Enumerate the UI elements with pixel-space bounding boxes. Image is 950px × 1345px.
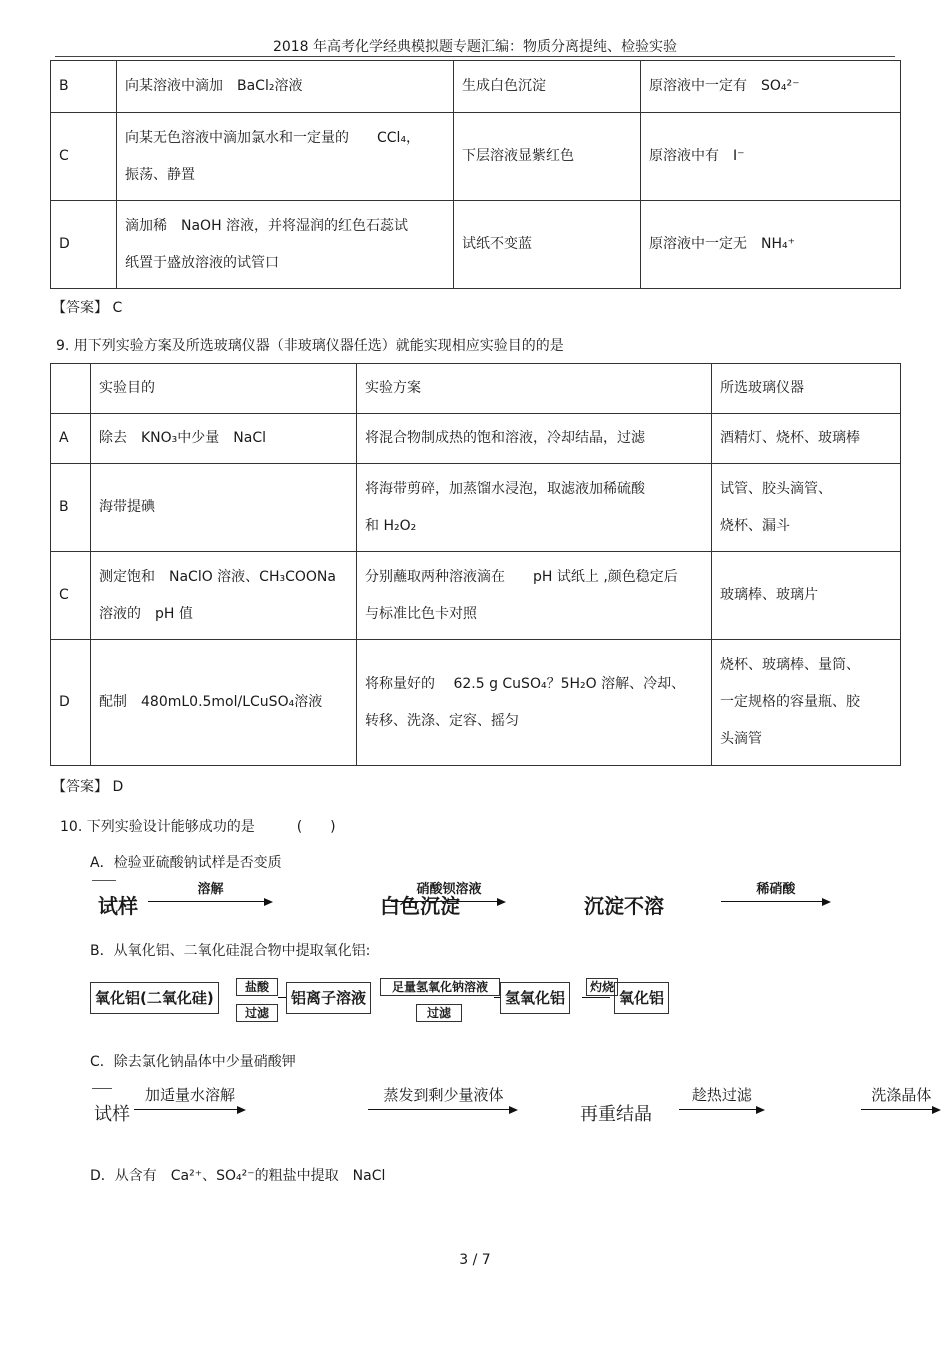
arrow-line: [861, 1109, 933, 1110]
purpose-line: 测定饱和 NaClO 溶液、CH₃COONa: [99, 568, 336, 585]
flow-node: 白色沉淀: [380, 894, 460, 918]
glass-line: 头滴管: [720, 731, 762, 747]
table-header-row: [51, 364, 901, 414]
operation-cell: [117, 113, 454, 201]
flow-arrow: [721, 882, 831, 907]
plan-line: 将海带剪碎，加蒸馏水浸泡，取滤液加稀硫酸: [365, 480, 645, 497]
plan-cell: [357, 640, 712, 766]
flow-arrow-label: 加适量水溶解: [144, 1086, 235, 1104]
conclusion-cell: 原溶液中有 I⁻: [641, 113, 901, 201]
flow-node-box: 氧化铝: [614, 982, 669, 1014]
plan-line: 分别蘸取两种溶液滴在 pH 试纸上 ,颜色稳定后: [365, 568, 678, 585]
glass-line: 烧杯、玻璃棒、量筒、: [720, 657, 860, 673]
operation-line: 振荡、静置: [125, 166, 195, 183]
arrow-line: [679, 1109, 757, 1110]
plan-line: 转移、洗涤、定容、摇匀: [365, 712, 519, 729]
phenomenon-cell: 下层溶液显紫红色: [454, 113, 641, 201]
flow-arrow-label: 稀硝酸: [756, 882, 796, 897]
row-label: C: [51, 113, 117, 201]
plan-line: 与标准比色卡对照: [365, 605, 477, 622]
conclusion-cell: 原溶液中一定无 NH₄⁺: [641, 201, 901, 289]
question-10-stem: 10. 下列实验设计能够成功的是 ( ): [60, 819, 336, 835]
flow-node-box: 氧化铝(二氧化硅): [90, 982, 219, 1014]
glass-line: 试管、胶头滴管、: [720, 480, 832, 497]
plan-line: 和 H₂O₂: [365, 517, 417, 534]
flow-corner-mark: [92, 880, 116, 881]
glass-line: 一定规格的容量瓶、胶: [720, 694, 860, 710]
plan-cell: 将混合物制成热的饱和溶液，冷却结晶，过滤: [357, 414, 712, 464]
flow-arrow: [134, 1086, 246, 1115]
flow-arrow: [368, 1086, 518, 1115]
question8-table: [50, 60, 901, 289]
flow-node: 沉淀不溶: [584, 894, 664, 918]
row-label: D: [51, 201, 117, 289]
operation-line: 纸置于盛放溶液的试管口: [125, 254, 279, 271]
arrow-head: [264, 898, 273, 906]
arrow-head: [822, 898, 831, 906]
flow-arrow: [148, 882, 273, 907]
arrow-head: [237, 1106, 246, 1114]
page-header-title: 2018 年高考化学经典模拟题专题汇编：物质分离提纯、检验实验: [272, 39, 678, 55]
flow-arrow-label: 硝酸钡溶液: [416, 882, 482, 897]
row-label: B: [51, 464, 91, 552]
option-b-flow: [90, 976, 690, 1024]
arrow-line: [368, 1109, 510, 1110]
operation-line: 向某无色溶液中滴加氯水和一定量的 CCl₄，: [125, 129, 421, 146]
table-row: [51, 414, 901, 464]
plan-line: 将称量好的 62.5 g CuSO₄？5H₂O 溶解、冷却、: [365, 675, 686, 692]
operation-cell: [117, 201, 454, 289]
question-9-stem: 9. 用下列实验方案及所选玻璃仪器（非玻璃仪器任选）就能实现相应实验目的的是: [56, 338, 564, 354]
row-label: D: [51, 640, 91, 766]
glass-cell: [712, 640, 901, 766]
row-label: B: [51, 61, 117, 113]
flow-arrow-label: 蒸发到剩少量液体: [383, 1086, 504, 1104]
table-row: [51, 640, 901, 766]
arrow-line: [582, 997, 610, 998]
flow-node: 再重结晶: [580, 1104, 652, 1125]
flow-node-box: 氢氧化铝: [500, 982, 570, 1014]
option-c-flow: [92, 1086, 932, 1128]
arrow-line: [148, 901, 265, 902]
condition-box: 过滤: [236, 1004, 278, 1022]
plan-cell: [357, 464, 712, 552]
arrow-line: [134, 1109, 238, 1110]
table-row: [51, 201, 901, 289]
glass-cell: [712, 464, 901, 552]
option-a-flow: [92, 880, 796, 920]
arrow-head: [509, 1106, 518, 1114]
purpose-line: 溶液的 pH 值: [99, 605, 193, 622]
arrow-head: [497, 898, 506, 906]
flow-arrow: [679, 1086, 765, 1115]
plan-cell: [357, 552, 712, 640]
row-label: A: [51, 414, 91, 464]
table-row: [51, 552, 901, 640]
flow-arrow-label: 趁热过滤: [691, 1086, 752, 1104]
option-d-text: D．从含有 Ca²⁺、SO₄²⁻的粗盐中提取 NaCl: [90, 1168, 386, 1184]
conclusion-cell: 原溶液中一定有 SO₄²⁻: [641, 61, 901, 113]
answer-8: 【答案】 C: [52, 300, 123, 316]
header-rule: [55, 56, 895, 57]
option-a-text: A．检验亚硫酸钠试样是否变质: [90, 855, 282, 871]
flow-corner-mark: [92, 1088, 112, 1089]
purpose-cell: [91, 552, 357, 640]
glass-cell: 玻璃棒、玻璃片: [712, 552, 901, 640]
option-b-text: B．从氧化铝、二氧化硅混合物中提取氧化铝:: [90, 943, 371, 959]
flow-node-box: 铝离子溶液: [286, 982, 371, 1014]
flow-arrow: [861, 1086, 941, 1115]
arrow-head: [932, 1106, 941, 1114]
question9-table: [50, 363, 901, 766]
reagent-box: 盐酸: [236, 978, 278, 996]
option-c-text: C．除去氯化钠晶体中少量硝酸钾: [90, 1054, 296, 1070]
phenomenon-cell: 生成白色沉淀: [454, 61, 641, 113]
flow-arrow-label: 溶解: [197, 882, 224, 897]
reagent-box: 足量氢氧化钠溶液: [380, 978, 500, 996]
condition-box: 过滤: [416, 1004, 462, 1022]
header-cell: [51, 364, 91, 414]
header-cell: 实验目的: [91, 364, 357, 414]
flow-arrow-label: 洗涤晶体: [871, 1086, 932, 1104]
purpose-cell: 配制 480mL0.5mol/LCuSO₄溶液: [91, 640, 357, 766]
table-row: [51, 464, 901, 552]
header-cell: 实验方案: [357, 364, 712, 414]
purpose-cell: 除去 KNO₃中少量 NaCl: [91, 414, 357, 464]
glass-line: 烧杯、漏斗: [720, 517, 790, 534]
operation-cell: 向某溶液中滴加 BaCl₂溶液: [117, 61, 454, 113]
table-row: [51, 113, 901, 201]
glass-cell: 酒精灯、烧杯、玻璃棒: [712, 414, 901, 464]
page-number: 3 / 7: [459, 1252, 491, 1268]
flow-node: 试样: [98, 894, 138, 918]
condition-box: 灼烧: [586, 978, 618, 996]
phenomenon-cell: 试纸不变蓝: [454, 201, 641, 289]
row-label: C: [51, 552, 91, 640]
table-row: [51, 61, 901, 113]
flow-node: 试样: [94, 1104, 130, 1125]
operation-line: 滴加稀 NaOH 溶液，并将湿润的红色石蕊试: [125, 217, 409, 234]
header-cell: 所选玻璃仪器: [712, 364, 901, 414]
purpose-cell: 海带提碘: [91, 464, 357, 552]
answer-9: 【答案】 D: [52, 779, 124, 795]
arrow-line: [278, 997, 286, 998]
arrow-line: [721, 901, 823, 902]
arrow-head: [756, 1106, 765, 1114]
